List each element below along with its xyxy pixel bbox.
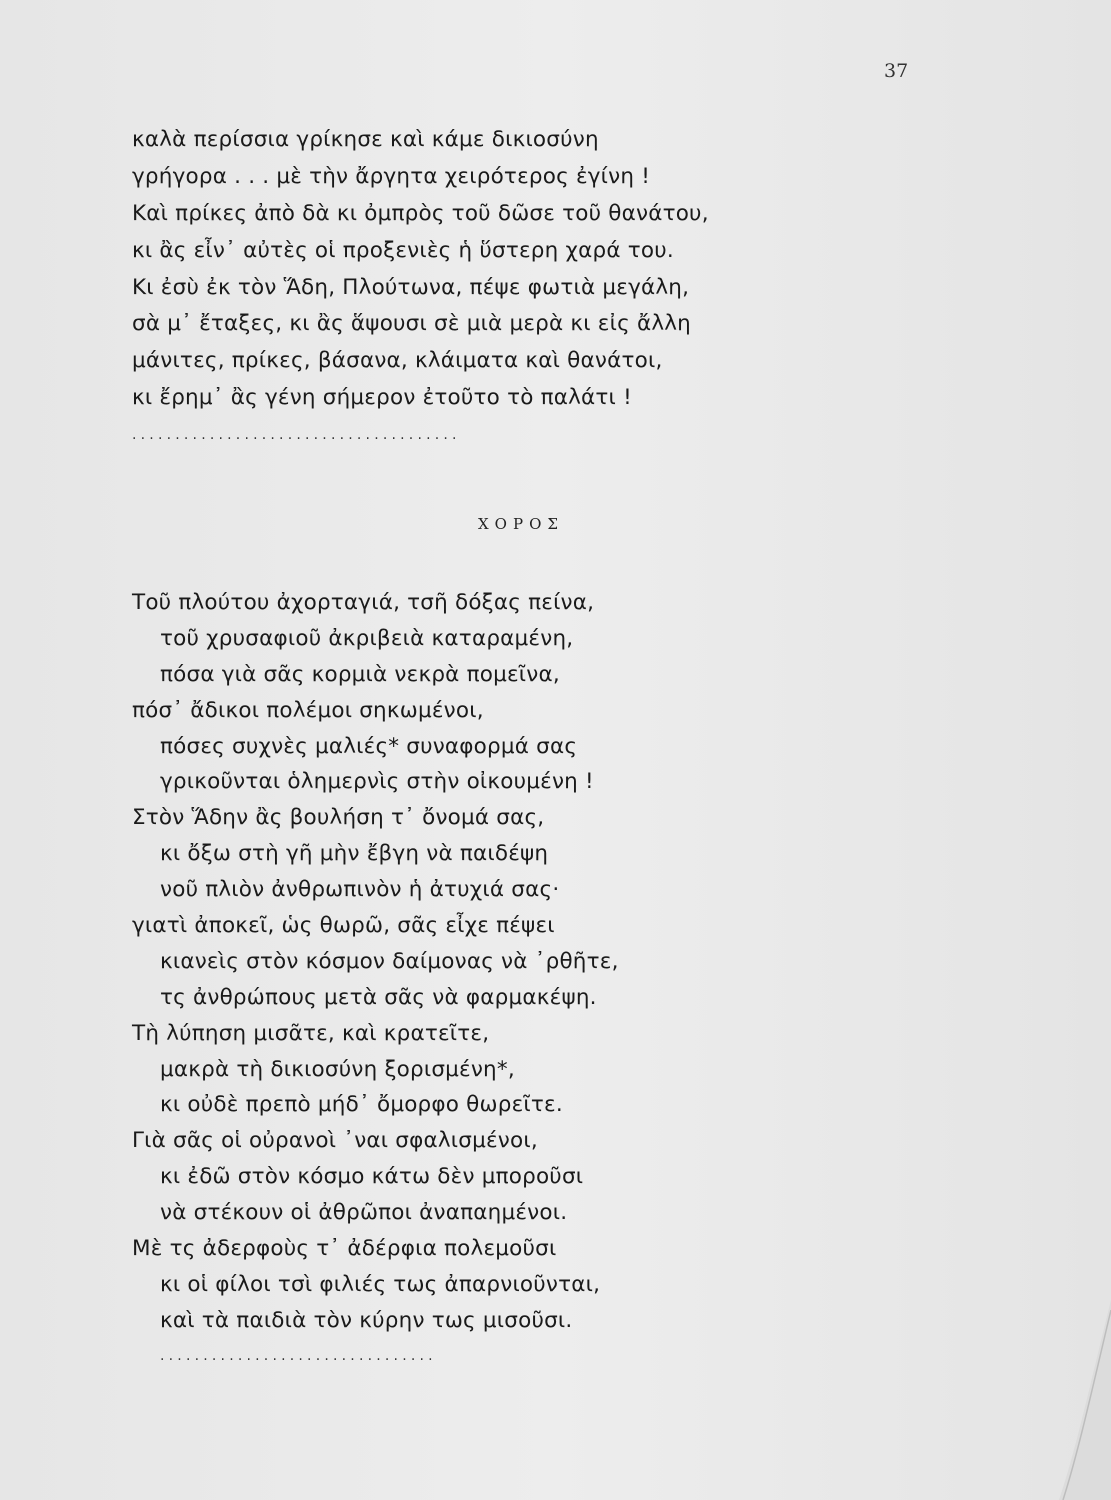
- ellipsis-dots: ......................................: [132, 427, 461, 444]
- verse-line: Κι ἐσὺ ἐκ τὸν Ἅδη, Πλούτωνα, πέψε φωτιὰ μεγάλη,: [132, 274, 690, 300]
- chorus-stanza: [132, 585, 619, 1375]
- page-curl-shadow: [1051, 1300, 1111, 1500]
- verse-line: πόσες συχνὲς μαλιές* συναφορμά σας: [160, 733, 578, 759]
- verse-line: μακρὰ τὴ δικιοσύνη ξορισμένη*,: [160, 1056, 515, 1082]
- verse-line: κι ἔρημ᾽ ἂς γένη σήμερον ἐτοῦτο τὸ παλάτι !: [132, 385, 632, 411]
- chorus-heading: ΧΟΡΟΣ: [478, 515, 564, 533]
- verse-line: γιατὶ ἀποκεῖ, ὡς θωρῶ, σᾶς εἶχε πέψει: [132, 913, 555, 939]
- verse-line: νὰ στέκουν οἱ ἀθρῶποι ἀναπαημένοι.: [160, 1200, 568, 1226]
- verse-line: τοῦ χρυσαφιοῦ ἀκριβειὰ καταραμένη,: [160, 625, 574, 651]
- verse-line: γρήγορα . . . μὲ τὴν ἄργητα χειρότερος ἐγίνη !: [132, 163, 651, 189]
- stanza-1: [132, 122, 709, 454]
- verse-line: πόσα γιὰ σᾶς κορμιὰ νεκρὰ πομεῖνα,: [160, 661, 560, 687]
- verse-line: κι ἐδῶ στὸν κόσμο κάτω δὲν μποροῦσι: [160, 1164, 584, 1190]
- verse-line: Καὶ πρίκες ἀπὸ δὰ κι ὀμπρὸς τοῦ δῶσε τοῦ θανάτου,: [132, 200, 709, 226]
- verse-line: γρικοῦνται ὁλημερνὶς στὴν οἰκουμένη !: [160, 769, 594, 795]
- verse-line: μάνιτες, πρίκες, βάσανα, κλάιματα καὶ θανάτοι,: [132, 348, 663, 374]
- verse-line: Τοῦ πλούτου ἀχορταγιά, τσῆ δόξας πείνα,: [132, 590, 595, 615]
- verse-line: κι ὄξω στὴ γῆ μὴν ἔβγη νὰ παιδέψη: [160, 841, 549, 867]
- verse-line: σὰ μ᾽ ἔταξες, κι ἂς ἅψουσι σὲ μιὰ μερὰ κι εἰς ἄλλη: [132, 311, 691, 337]
- verse-line: πόσ᾽ ἄδικοι πολέμοι σηκωμένοι,: [132, 697, 484, 723]
- verse-line: τς ἀνθρώπους μετὰ σᾶς νὰ φαρμακέψη.: [160, 984, 597, 1010]
- verse-line: Στὸν Ἅδην ἂς βουλήση τ᾽ ὄνομά σας,: [132, 805, 545, 831]
- verse-line: κι οἱ φίλοι τσὶ φιλιές τως ἀπαρνιοῦνται,: [160, 1271, 601, 1297]
- verse-line: Γιὰ σᾶς οἱ οὐρανοὶ ᾽ναι σφαλισμένοι,: [132, 1128, 538, 1154]
- verse-line: Τὴ λύπηση μισᾶτε, καὶ κρατεῖτε,: [132, 1020, 490, 1046]
- verse-line: κιανεὶς στὸν κόσμον δαίμονας νὰ ᾽ρθῆτε,: [160, 948, 619, 974]
- ellipsis-dots: ................................: [160, 1347, 437, 1364]
- verse-line: κι οὐδὲ πρεπὸ μήδ᾽ ὄμορφο θωρεῖτε.: [160, 1092, 563, 1118]
- verse-line: καὶ τὰ παιδιὰ τὸν κύρην τως μισοῦσι.: [160, 1307, 573, 1333]
- page-number: 37: [884, 60, 909, 82]
- verse-line: κι ἂς εἶν᾽ αὐτὲς οἱ προξενιὲς ἡ ὕστερη χαρά του.: [132, 237, 674, 263]
- verse-line: καλὰ περίσσια γρίκησε καὶ κάμε δικιοσύνη: [132, 127, 599, 152]
- verse-line: Μὲ τς ἀδερφοὺς τ᾽ ἀδέρφια πολεμοῦσι: [132, 1236, 557, 1262]
- verse-line: νοῦ πλιὸν ἀνθρωπινὸν ἡ ἀτυχιά σας·: [160, 877, 560, 903]
